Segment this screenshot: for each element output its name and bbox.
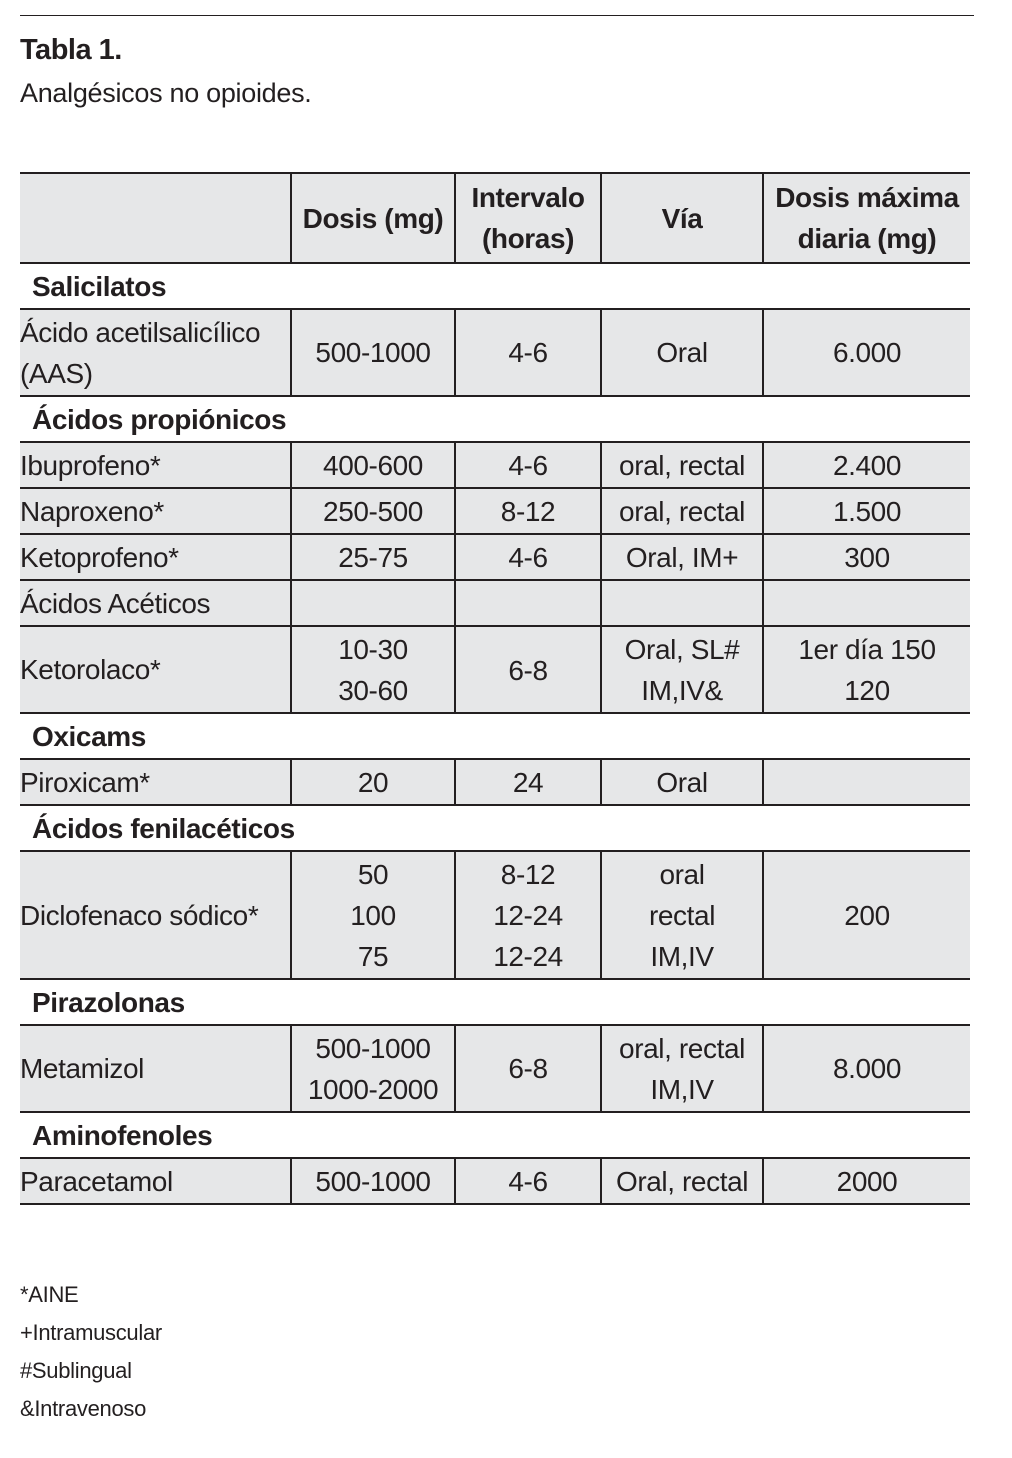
- cell-interval: [455, 580, 601, 626]
- cell-dose-line: 500-1000: [315, 1032, 431, 1064]
- table-subtitle: Analgésicos no opioides.: [20, 78, 312, 108]
- analgesics-table: [20, 172, 970, 1205]
- cell-drug-line: Diclofenaco sódico*: [20, 899, 259, 931]
- cell-interval-line: 4-6: [508, 449, 548, 481]
- cell-max-dose: [763, 580, 970, 626]
- cell-dose: [291, 309, 455, 396]
- group-row: [20, 713, 970, 759]
- footnotes: [20, 1276, 162, 1428]
- cell-route-line: rectal: [648, 899, 716, 931]
- cell-drug: [20, 309, 291, 396]
- cell-max-dose: [763, 1158, 970, 1204]
- cell-max-dose: [763, 309, 970, 396]
- footnote: +Intramuscular: [20, 1320, 162, 1345]
- cell-drug: [20, 759, 291, 805]
- cell-interval: [455, 534, 601, 580]
- cell-route-line: Oral, IM+: [625, 541, 739, 573]
- cell-drug-line: Ibuprofeno*: [20, 449, 161, 481]
- cell-max-dose: [763, 626, 970, 713]
- footnote: #Sublingual: [20, 1358, 132, 1383]
- cell-interval: [455, 1025, 601, 1112]
- cell-route-line: oral, rectal: [619, 449, 745, 481]
- cell-route-line: IM,IV: [650, 940, 714, 972]
- group-label: Oxicams: [20, 713, 970, 759]
- cell-interval: [455, 851, 601, 979]
- cell-route-line: oral, rectal: [619, 1032, 745, 1064]
- cell-drug: [20, 851, 291, 979]
- cell-route: [601, 1158, 763, 1204]
- cell-interval-line: 8-12: [500, 495, 556, 527]
- cell-dose-line: 75: [357, 940, 389, 972]
- cell-max-dose-line: 6.000: [832, 337, 902, 368]
- cell-interval: [455, 759, 601, 805]
- cell-interval-line: 8-12: [500, 858, 556, 890]
- cell-drug: [20, 580, 291, 626]
- cell-route: [601, 626, 763, 713]
- cell-max-dose-line: 120: [844, 674, 890, 706]
- cell-route-line: Oral: [656, 337, 708, 368]
- cell-route: [601, 534, 763, 580]
- cell-max-dose-line: 300: [844, 541, 890, 573]
- cell-drug-line: Ácidos Acéticos: [20, 587, 211, 619]
- cell-dose: [291, 851, 455, 979]
- cell-max-dose: [763, 488, 970, 534]
- cell-dose-line: 400-600: [323, 449, 423, 481]
- cell-interval-line: 12-24: [493, 940, 563, 972]
- group-label: Aminofenoles: [20, 1112, 970, 1158]
- cell-max-dose: [763, 759, 970, 805]
- cell-interval: [455, 1158, 601, 1204]
- cell-route-line: oral: [659, 858, 705, 890]
- cell-dose: [291, 1025, 455, 1112]
- group-label: Ácidos fenilacéticos: [20, 805, 970, 851]
- header-interval-line: Intervalo: [471, 182, 585, 213]
- group-label: Salicilatos: [20, 263, 970, 309]
- cell-interval: [455, 488, 601, 534]
- table-row: [20, 759, 970, 805]
- cell-interval: [455, 442, 601, 488]
- cell-max-dose-line: 1.500: [832, 495, 902, 527]
- cell-drug-line: (AAS): [20, 357, 93, 389]
- group-label: Ácidos propiónicos: [20, 396, 970, 442]
- cell-interval-line: 4-6: [508, 337, 548, 368]
- cell-route: [601, 580, 763, 626]
- cell-drug: [20, 442, 291, 488]
- table-row: [20, 488, 970, 534]
- cell-dose: [291, 580, 455, 626]
- table-row: [20, 534, 970, 580]
- cell-route: [601, 851, 763, 979]
- cell-dose: [291, 626, 455, 713]
- cell-drug: [20, 1158, 291, 1204]
- table-row: [20, 626, 970, 713]
- cell-drug-line: Naproxeno*: [20, 495, 164, 527]
- table-title: Tabla 1.: [20, 34, 122, 66]
- cell-route-line: oral, rectal: [619, 495, 745, 527]
- cell-interval-line: 12-24: [493, 899, 563, 931]
- cell-dose-line: 500-1000: [315, 337, 431, 368]
- header-max-dose-line: Dosis máxima: [775, 182, 959, 213]
- cell-drug-line: Ácido acetilsalicílico: [20, 316, 261, 348]
- cell-route-line: IM,IV: [650, 1073, 714, 1105]
- cell-route: [601, 309, 763, 396]
- table-row: [20, 580, 970, 626]
- table-row: [20, 1158, 970, 1204]
- cell-route: [601, 759, 763, 805]
- header-interval: [455, 173, 601, 263]
- cell-route-line: Oral: [656, 766, 708, 798]
- cell-interval-line: 4-6: [508, 1165, 548, 1197]
- cell-drug-line: Paracetamol: [20, 1165, 173, 1197]
- cell-route-line: Oral, SL#: [624, 633, 740, 665]
- cell-route: [601, 488, 763, 534]
- cell-interval-line: 24: [512, 766, 544, 798]
- header-route: Vía: [601, 173, 763, 263]
- cell-drug-line: Piroxicam*: [20, 766, 150, 798]
- cell-dose-line: 500-1000: [315, 1165, 431, 1197]
- table-body: [20, 263, 970, 1204]
- cell-route: [601, 442, 763, 488]
- cell-drug-line: Ketoprofeno*: [20, 541, 179, 573]
- cell-max-dose: [763, 1025, 970, 1112]
- top-rule: [20, 15, 974, 16]
- table-header-row: [20, 173, 970, 263]
- cell-max-dose-line: 2.400: [832, 449, 902, 481]
- cell-dose-line: 10-30: [338, 633, 408, 665]
- cell-dose: [291, 488, 455, 534]
- cell-drug: [20, 1025, 291, 1112]
- cell-dose-line: 250-500: [323, 495, 423, 527]
- cell-interval-line: 6-8: [508, 1053, 548, 1084]
- cell-route-line: Oral, rectal: [615, 1165, 749, 1197]
- cell-dose-line: 50: [357, 858, 389, 890]
- cell-dose: [291, 759, 455, 805]
- cell-max-dose-line: 200: [844, 899, 890, 931]
- cell-max-dose-line: 2000: [836, 1165, 898, 1197]
- cell-max-dose: [763, 534, 970, 580]
- cell-interval-line: 6-8: [508, 655, 548, 686]
- cell-interval: [455, 309, 601, 396]
- cell-dose: [291, 1158, 455, 1204]
- group-row: [20, 263, 970, 309]
- cell-drug: [20, 488, 291, 534]
- table-row: [20, 309, 970, 396]
- cell-drug-line: Metamizol: [20, 1053, 144, 1084]
- cell-route: [601, 1025, 763, 1112]
- footnote: *AINE: [20, 1282, 79, 1307]
- group-row: [20, 805, 970, 851]
- table-row: [20, 1025, 970, 1112]
- header-max-dose-line: diaria (mg): [797, 223, 937, 254]
- header-max-dose: [763, 173, 970, 263]
- group-row: [20, 1112, 970, 1158]
- cell-dose: [291, 442, 455, 488]
- cell-max-dose-line: 8.000: [832, 1053, 902, 1084]
- header-drug: [20, 173, 291, 263]
- cell-dose: [291, 534, 455, 580]
- cell-interval-line: 4-6: [508, 541, 548, 573]
- cell-dose-line: 30-60: [338, 674, 408, 706]
- table-row: [20, 442, 970, 488]
- header-interval-line: (horas): [481, 223, 575, 254]
- cell-dose-line: 1000-2000: [307, 1073, 439, 1105]
- cell-route-line: IM,IV&: [641, 674, 723, 706]
- cell-drug: [20, 626, 291, 713]
- group-row: [20, 979, 970, 1025]
- header-dose: Dosis (mg): [291, 173, 455, 263]
- cell-interval: [455, 626, 601, 713]
- cell-drug-line: Ketorolaco*: [20, 654, 161, 685]
- footnote: &Intravenoso: [20, 1396, 147, 1421]
- cell-dose-line: 25-75: [338, 541, 408, 573]
- cell-dose-line: 20: [357, 766, 389, 798]
- group-row: [20, 396, 970, 442]
- cell-max-dose-line: 1er día 150: [798, 633, 936, 665]
- cell-drug: [20, 534, 291, 580]
- cell-max-dose: [763, 442, 970, 488]
- table-row: [20, 851, 970, 979]
- cell-max-dose: [763, 851, 970, 979]
- group-label: Pirazolonas: [20, 979, 970, 1025]
- cell-dose-line: 100: [350, 899, 396, 931]
